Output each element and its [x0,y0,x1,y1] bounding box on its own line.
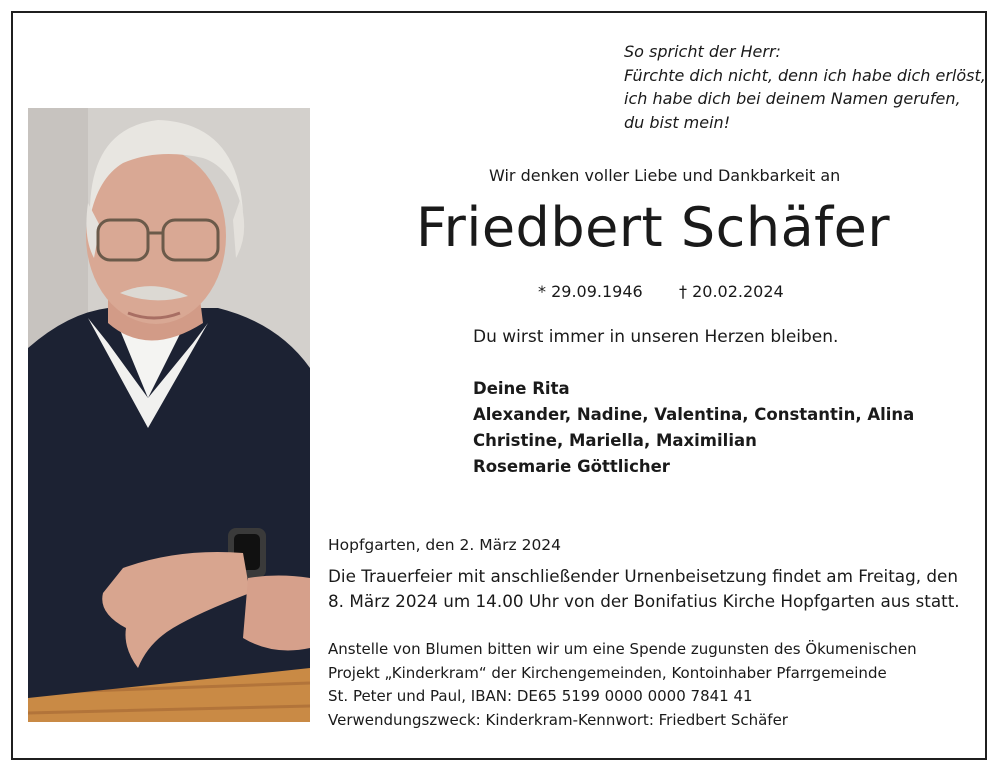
place-date: Hopfgarten, den 2. März 2024 [328,536,562,554]
death-date: † 20.02.2024 [679,282,784,301]
mourner-line: Deine Rita [473,379,570,398]
mourners-list [473,376,914,480]
verse-line: ich habe dich bei deinem Namen gerufen, [624,89,961,108]
donation-line: Anstelle von Blumen bitten wir um eine Spende zugunsten des Ökumenischen [328,640,917,658]
deceased-name: Friedbert Schäfer [416,196,891,259]
mourner-line: Alexander, Nadine, Valentina, Constantin, Alina [473,405,915,424]
donation-info [328,638,917,732]
donation-line: Verwendungszweck: Kinderkram-Kennwort: Friedbert Schäfer [328,710,788,729]
mourner-line: Christine, Mariella, Maximilian [473,431,757,450]
bible-verse [624,40,986,134]
portrait-illustration [28,108,310,722]
portrait-photo [28,108,310,722]
birth-date: * 29.09.1946 [538,282,643,301]
mourner-line: Rosemarie Göttlicher [473,457,670,476]
verse-line: Fürchte dich nicht, denn ich habe dich erlöst, [624,65,986,85]
donation-line: Projekt „Kinderkram“ der Kirchengemeinden, Kontoinhaber Pfarrgemeinde [328,663,887,682]
motto-line: Du wirst immer in unseren Herzen bleiben. [473,327,839,347]
service-line: 8. März 2024 um 14.00 Uhr von der Bonifatius Kirche Hopfgarten aus statt. [328,591,960,611]
donation-line: St. Peter und Paul, IBAN: DE65 5199 0000 0000 7841 41 [328,687,753,705]
intro-line: Wir denken voller Liebe und Dankbarkeit an [489,166,841,185]
verse-line: So spricht der Herr: [624,42,781,61]
service-line: Die Trauerfeier mit anschließender Urnenbeisetzung findet am Freitag, den [328,566,958,586]
verse-line: du bist mein! [624,112,731,132]
funeral-service-info [328,564,960,614]
